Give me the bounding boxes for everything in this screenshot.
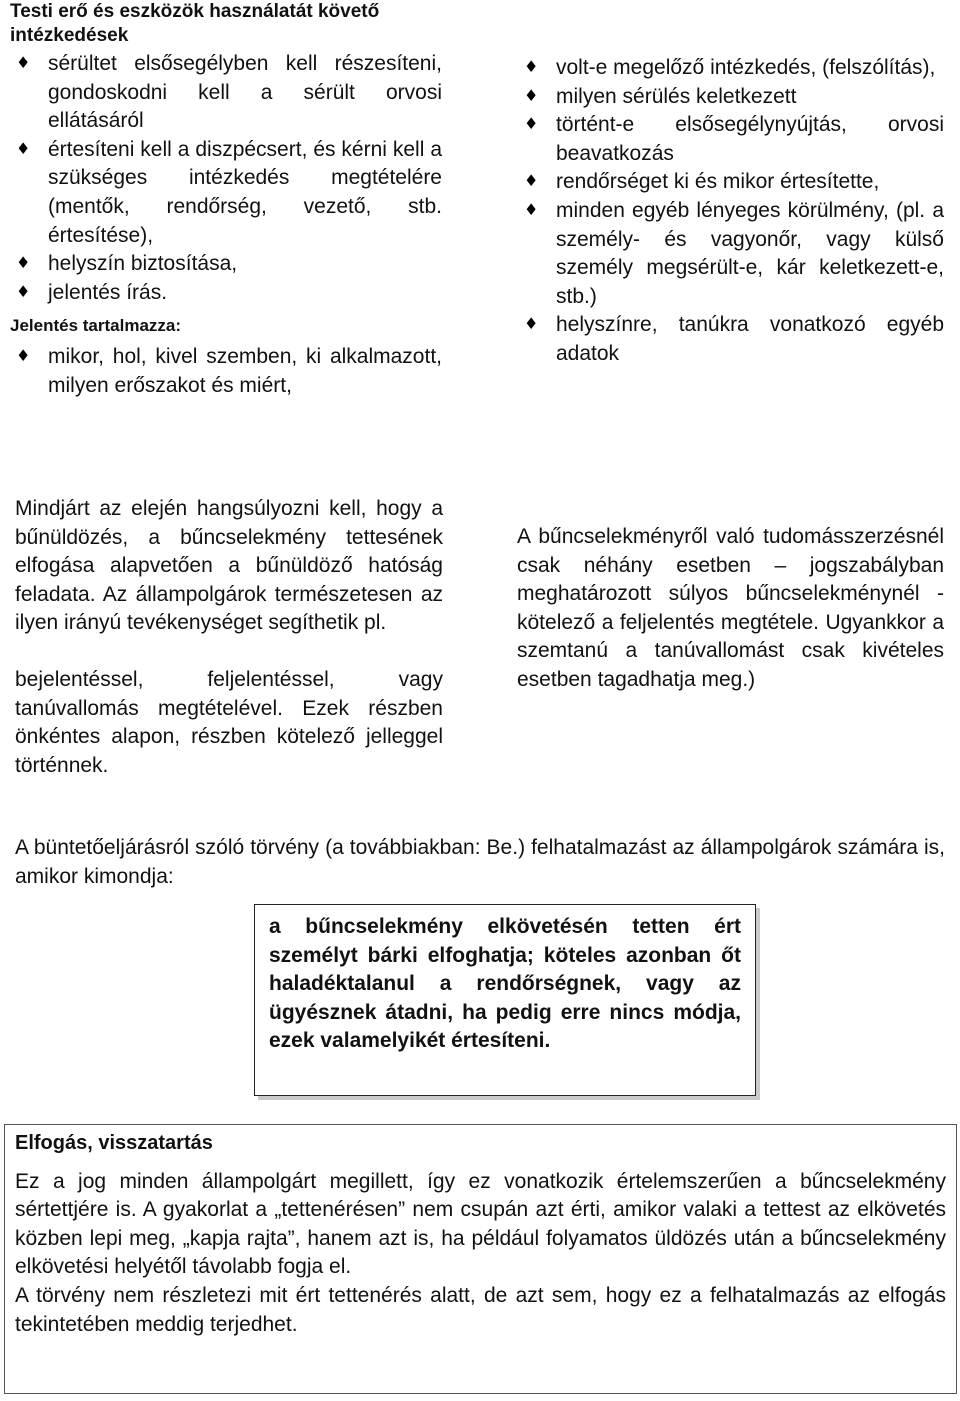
list-item [10,250,442,279]
measures-list [10,50,442,307]
diamond-bullet-icon: ♦ [16,138,31,158]
diamond-bullet-icon: ♦ [524,171,539,191]
list-item [10,136,442,250]
diamond-bullet-icon: ♦ [524,114,539,134]
paragraph: A törvény nem részletezi mit ért tettenérés alatt, de azt sem, hogy ez a felhatalmazás az elfogás tekintetében meddig terjedhet. [15,1283,946,1336]
list-item-text: milyen sérülés keletkezett [556,84,797,108]
list-item-text: sérültet elsősegélyben kell részesíteni, gondoskodni kell a sérült orvosi ellátásáról [48,52,442,133]
list-item-text: történt-e elsősegélynyújtás, orvosi beavatkozás [556,113,944,165]
law-intro [15,834,945,891]
list-item-text: helyszínre, tanúkra vonatkozó egyéb adatok [556,313,944,365]
list-item [518,197,944,311]
list-item [10,343,442,400]
list-item-text: rendőrséget ki és mikor értesítette, [556,170,880,194]
paragraph: A büntetőeljárásról szóló törvény (a továbbiakban: Be.) felhatalmazást az állampolgárok számára is, amikor kimondja: [15,836,945,888]
list-item-text: jelentés írás. [48,280,168,304]
list-item [518,83,944,112]
left-column [10,0,442,401]
list-item-text: értesíteni kell a diszpécsert, és kérni kell a szükséges intézkedés megtételére (mentők, rendőrség, vezető, stb. értesítése), [48,137,442,247]
diamond-bullet-icon: ♦ [524,85,539,105]
diamond-bullet-icon: ♦ [16,253,31,273]
paragraph: Ez a jog minden állampolgárt megillett, így ez vonatkozik értelemszerűen a bűncselekmény sértettjére is. A gyakorlat a „tettenérésen” nem csupán azt érti, amikor valaki a tettest az elkövetés közben lepi meg, „kapja rajta”, hanem azt is, ha például folyamatos üldözés után a bűncselekmény elkövetési helyétől távolabb fogja el. [15,1169,946,1279]
list-item-text: mikor, hol, kivel szemben, ki alkalmazott, milyen erőszakot és miért, [48,345,442,397]
diamond-bullet-icon: ♦ [16,281,31,301]
list-item [518,168,944,197]
diamond-bullet-icon: ♦ [524,199,539,219]
list-item [10,50,442,136]
report-heading: Jelentés tartalmazza: [10,316,182,336]
diamond-bullet-icon: ♦ [16,53,31,72]
paragraph: A bűncselekményről való tudomásszerzésnél csak néhány esetben – jogszabályban meghatározott súlyos bűncselekménynél - kötelező a feljelentés megtétele. Ugyankkor a szemtanú a tanúvallomást csak kivételes esetben tagadhatja meg.) [517,525,944,691]
paragraph: bejelentéssel, feljelentéssel, vagy tanúvallomás megtételével. Ezek részben önkéntes alapon, részben kötelező jelleggel történnek. [15,667,443,777]
list-item [518,111,944,168]
right-column [518,54,944,369]
quote-text: a bűncselekmény elkövetésén tetten ért személyt bárki elfoghatja; köteles azonban őt haladéktalanul a rendőrségnek, vagy az ügyésznek átadni, ha pedig erre nincs módja, ezek valamelyikét értesíteni. [269,915,741,1053]
section-title: Testi erő és eszközök használatát követő intézkedések [10,1,380,46]
list-item-text: volt-e megelőző intézkedés, (felszólítás), [556,56,936,79]
paragraph: Mindjárt az elején hangsúlyozni kell, hogy a bűnüldözés, a bűncselekmény tettesének elfogása alapvetően a bűnüldöző hatóság feladata. Az állampolgárok természetesen az ilyen irányú tevékenységet segíthetik pl. [15,497,443,635]
list-item-text: minden egyéb lényeges körülmény, (pl. a személy- és vagyonőr, vagy külső személy megsérült-e, kár keletkezett-e, stb.) [556,198,944,308]
arrest-section [4,1124,957,1394]
list-item [518,54,944,83]
report-list [10,343,442,400]
law-quote-box [254,904,756,1096]
report-contents-list [518,54,944,369]
middle-left-text [15,495,443,780]
list-item [518,311,944,368]
middle-right-text [517,523,944,695]
diamond-bullet-icon: ♦ [524,57,539,76]
diamond-bullet-icon: ♦ [524,314,539,334]
arrest-title: Elfogás, visszatartás [15,1132,213,1154]
diamond-bullet-icon: ♦ [16,346,31,366]
list-item [10,279,442,308]
list-item-text: helyszín biztosítása, [48,252,238,276]
